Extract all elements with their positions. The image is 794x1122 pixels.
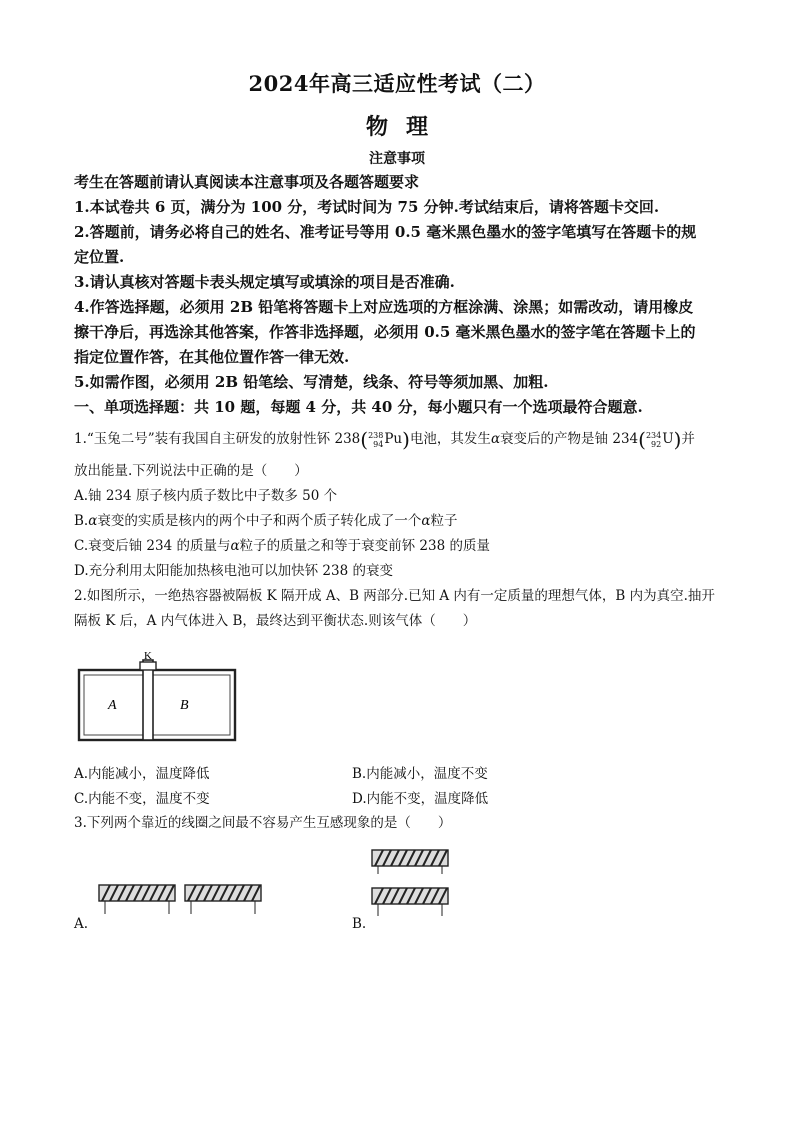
notice-line-8: 5.如需作图，必须用 2B 铅笔绘、写清楚，线条、符号等须加黑、加粗.: [74, 373, 549, 391]
notice-line-7: 指定位置作答，在其他位置作答一律无效.: [74, 348, 350, 366]
coil-bottom: [372, 888, 448, 916]
notice-line-5: 4.作答选择题，必须用 2B 铅笔将答题卡上对应选项的方框涂满、涂黑；如需改动，请用橡皮: [74, 298, 694, 316]
notice-line-1: 1.本试卷共 6 页，满分为 100 分，考试时间为 75 分钟.考试结束后，请将答题卡交回.: [74, 198, 660, 216]
section-heading: 一、单项选择题：共 10 题，每题 4 分，共 40 分，每小题只有一个选项最符合题意.: [74, 398, 643, 416]
container-outline: [79, 670, 235, 740]
u-symbol: U: [662, 431, 674, 447]
q1-text-a: 1.“玉兔二号”装有我国自主研发的放射性钚 238: [74, 431, 361, 447]
partition-k: [143, 660, 153, 740]
label-b: B: [180, 698, 189, 713]
q2-option-c: C.内能不变，温度不变: [74, 791, 210, 807]
label-k: K: [144, 650, 152, 662]
partition-handle: [140, 662, 156, 670]
q1-option-c: C.衰变后铀 234 的质量与α粒子的质量之和等于衰变前钚 238 的质量: [74, 538, 490, 554]
q3-coils-figure-a: [96, 876, 271, 920]
subject-text: 物理: [365, 114, 446, 140]
notice-line-0: 考生在答题前请认真阅读本注意事项及各题答题要求: [74, 173, 420, 191]
q2-option-b: B.内能减小，温度不变: [352, 766, 488, 782]
notice-line-3: 定位置.: [74, 248, 125, 266]
q2-container-figure: [74, 646, 244, 746]
q1-option-b: B.α衰变的实质是核内的两个中子和两个质子转化成了一个α粒子: [74, 513, 458, 529]
coil-top: [372, 850, 448, 874]
notice-line-2: 2.答题前，请务必将自己的姓名、准考证号等用 0.5 毫米黑色墨水的签字笔填写在答题卡的规: [74, 223, 697, 241]
q2-option-a: A.内能减小，温度降低: [74, 766, 210, 782]
coil-right: [185, 885, 261, 914]
label-a: A: [108, 698, 117, 713]
notice-line-6: 擦干净后，再选涂其他答案，作答非选择题，必须用 0.5 毫米黑色墨水的签字笔在答题卡上的: [74, 323, 696, 341]
q1-option-a: A.铀 234 原子核内质子数比中子数多 50 个: [74, 488, 338, 504]
container-inner-wall: [84, 675, 230, 735]
exam-title: 2024年高三适应性考试（二）: [248, 71, 546, 96]
pu-nuclide-numbers: 238 94: [368, 430, 384, 449]
q3-option-b: B.: [352, 916, 367, 932]
q3-option-a: A.: [74, 916, 89, 932]
notice-line-4: 3.请认真核对答题卡表头规定填写或填涂的项目是否准确.: [74, 273, 455, 291]
q1-option-d: D.充分利用太阳能加热核电池可以加快钚 238 的衰变: [74, 563, 393, 579]
subject-title: [0, 110, 794, 141]
q2-stem-line2: 隔板 K 后，A 内气体进入 B，最终达到平衡状态.则该气体（ ）: [74, 613, 477, 629]
notice-heading: 注意事项: [369, 151, 425, 167]
coil-left: [99, 885, 175, 914]
pu-symbol: Pu: [384, 431, 403, 447]
q1-stem-line1: 1.“玉兔二号”装有我国自主研发的放射性钚 238( 238 94 Pu)电池，其发生α衰变后的产物是铀 234( 234 92 U)并: [74, 427, 695, 452]
u-nuclide-numbers: 234 92: [645, 430, 662, 449]
q2-stem-line1: 2.如图所示，一绝热容器被隔板 K 隔开成 A、B 两部分.已知 A 内有一定质量的理想气体，B 内为真空.抽开: [74, 588, 715, 604]
q1-stem-line2: 放出能量.下列说法中正确的是（ ）: [74, 463, 308, 479]
q3-stem: 3.下列两个靠近的线圈之间最不容易产生互感现象的是（ ）: [74, 815, 452, 831]
q3-coils-figure-b: [368, 842, 452, 922]
q2-option-d: D.内能不变，温度降低: [352, 791, 489, 807]
